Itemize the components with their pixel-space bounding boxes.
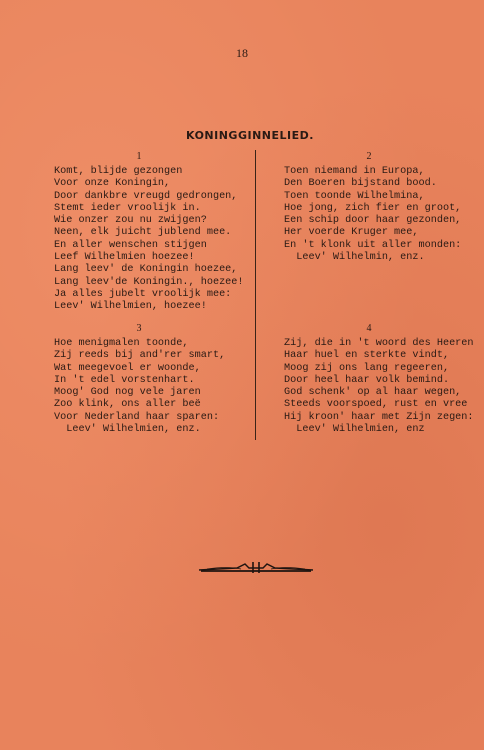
verse-line: Hij kroon' haar met Zijn zegen:: [284, 411, 474, 423]
verse-lines: [284, 338, 474, 436]
verse-line: Den Boeren bijstand bood.: [284, 178, 437, 190]
verse-number: 4: [366, 323, 372, 334]
verse-line: Stemt ieder vroolijk in.: [54, 202, 201, 214]
verse-lines: [54, 338, 254, 436]
verse-line: Moog' God nog vele jaren: [54, 387, 201, 399]
column-divider: [255, 150, 256, 440]
verse-2: [284, 150, 464, 264]
verse-line: Haar huel en sterkte vindt,: [284, 350, 450, 362]
verse-line: Moog zij ons lang regeeren,: [284, 362, 450, 374]
verse-line: Neen, elk juicht jublend mee.: [54, 227, 232, 239]
verse-line: Voor onze Koningin,: [54, 178, 171, 190]
decorative-rule-ornament-icon: [197, 558, 315, 576]
verse-line: En aller wenschen stijgen: [54, 239, 207, 251]
verse-line: Toen niemand in Europa,: [284, 166, 425, 177]
verse-line: Toen toonde Wilhelmina,: [284, 190, 425, 202]
verse-1: [54, 150, 254, 314]
verse-line: Zij reeds bij and'rer smart,: [54, 350, 226, 362]
verse-line: Zij, die in 't woord des Heeren: [284, 338, 474, 349]
song-title: KONINGGINNELIED.: [186, 129, 314, 142]
verse-line: Leev' Wilhelmien, enz.: [54, 424, 201, 436]
verse-line: Ja alles jubelt vroolijk mee:: [54, 288, 232, 300]
verse-line: In 't edel vorstenhart.: [54, 374, 195, 386]
verse-line: Leev' Wilhelmien, hoezee!: [54, 301, 207, 313]
verse-line: Wie onzer zou nu zwijgen?: [54, 215, 207, 227]
verse-line: Voor Nederland haar sparen:: [54, 411, 220, 423]
verse-number: 2: [366, 151, 372, 162]
verse-line: God schenk' op al haar wegen,: [284, 387, 462, 399]
verse-number: 3: [136, 323, 142, 334]
verse-number: 1: [136, 151, 142, 162]
verse-line: Wat meegevoel er woonde,: [54, 362, 201, 374]
verse-line: Steeds voorspoed, rust en vree: [284, 399, 468, 411]
verse-line: Her voerde Kruger mee,: [284, 227, 419, 239]
verse-line: Komt, blijde gezongen: [54, 166, 183, 177]
verse-line: Lang leev' de Koningin hoezee,: [54, 264, 238, 276]
verse-line: Zoo klink, ons aller beë: [54, 399, 201, 411]
verse-lines: [284, 166, 464, 264]
verse-line: Een schip door haar gezonden,: [284, 215, 462, 227]
verse-line: Hoe jong, zich fier en groot,: [284, 202, 462, 214]
verse-line: Door heel haar volk bemind.: [284, 374, 450, 386]
verse-line: Leev' Wilhelmien, enz: [284, 424, 425, 436]
verse-4: [284, 322, 474, 436]
verse-line: Lang leev'de Koningin., hoezee!: [54, 276, 244, 288]
verse-line: Leef Wilhelmien hoezee!: [54, 252, 195, 264]
verse-line: Door dankbre vreugd gedrongen,: [54, 190, 238, 202]
verse-line: Hoe menigmalen toonde,: [54, 338, 189, 349]
verse-line: Leev' Wilhelmin, enz.: [284, 252, 425, 264]
verse-line: En 't klonk uit aller monden:: [284, 239, 462, 251]
verse-lines: [54, 166, 254, 314]
page-number: 18: [236, 46, 248, 60]
verse-3: [54, 322, 254, 436]
